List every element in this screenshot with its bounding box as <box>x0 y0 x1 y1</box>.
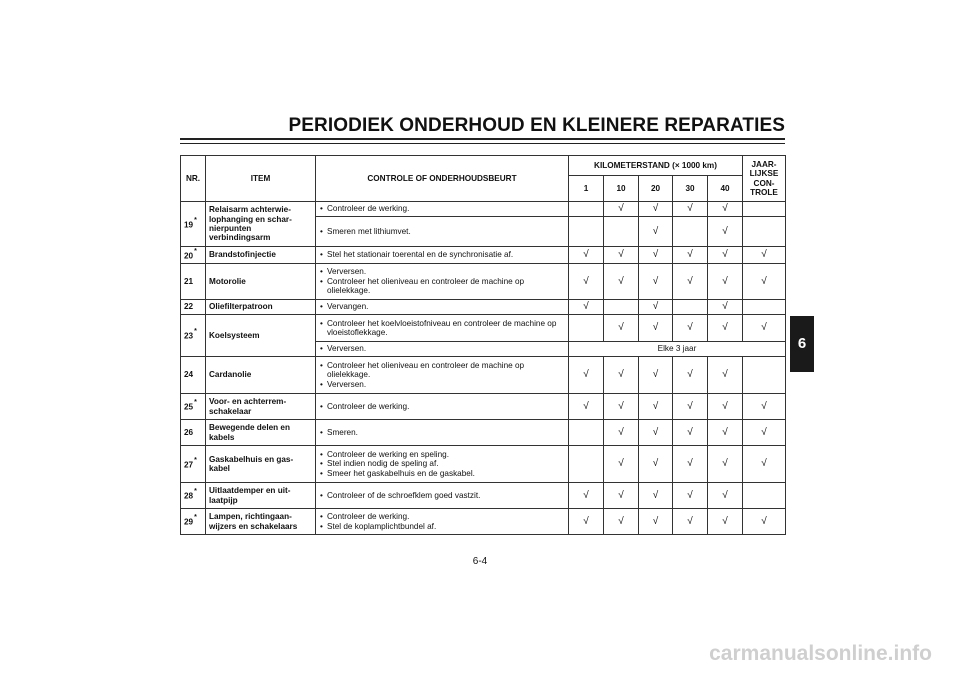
star-mark: * <box>194 247 197 255</box>
row-action: • Verversen. • Controleer het olieniveau en controleer de machine op olielekkage. <box>316 264 569 300</box>
check-cell <box>743 300 786 315</box>
check-cell: √ <box>673 420 708 446</box>
row-action: • Smeren. <box>316 420 569 446</box>
title-rule-thin <box>180 143 785 144</box>
row-number: 29* <box>181 509 206 535</box>
row-action: • Controleer de werking. <box>316 202 569 217</box>
check-cell <box>569 446 604 483</box>
table-row <box>181 264 786 300</box>
check-cell: √ <box>569 394 604 420</box>
title-rule <box>180 138 785 140</box>
maintenance-table <box>180 155 786 535</box>
check-cell: √ <box>743 509 786 535</box>
check-cell: √ <box>673 394 708 420</box>
check-cell: √ <box>604 394 639 420</box>
check-cell: √ <box>673 315 708 342</box>
check-cell: √ <box>708 202 743 217</box>
check-cell <box>569 202 604 217</box>
check-cell <box>743 357 786 394</box>
star-mark: * <box>194 328 197 336</box>
check-cell <box>569 315 604 342</box>
check-cell <box>743 483 786 509</box>
check-cell: √ <box>743 420 786 446</box>
row-item: Relaisarm achterwie-lophanging en schar-nierpunten verbindingsarm <box>206 202 316 247</box>
row-number: 23* <box>181 315 206 357</box>
check-cell: √ <box>569 247 604 264</box>
star-mark: * <box>194 216 197 224</box>
check-cell: √ <box>639 483 673 509</box>
row-item: Lampen, richtingaan-wijzers en schakelaars <box>206 509 316 535</box>
row-number: 21 <box>181 264 206 300</box>
check-cell: √ <box>604 247 639 264</box>
check-cell: √ <box>639 509 673 535</box>
star-mark: * <box>194 488 197 496</box>
check-cell: √ <box>708 420 743 446</box>
row-item: Koelsysteem <box>206 315 316 357</box>
check-cell: √ <box>673 483 708 509</box>
check-cell: √ <box>708 315 743 342</box>
row-item: Uitlaatdemper en uit-laatpijp <box>206 483 316 509</box>
table-row <box>181 509 786 535</box>
row-number: 24 <box>181 357 206 394</box>
check-cell: √ <box>604 357 639 394</box>
table-row <box>181 247 786 264</box>
check-cell: √ <box>604 202 639 217</box>
header-odometer: KILOMETERSTAND (× 1000 km) <box>569 156 743 176</box>
check-cell: √ <box>673 202 708 217</box>
header-km: 20 <box>639 176 673 202</box>
check-cell: √ <box>639 247 673 264</box>
check-cell: √ <box>708 483 743 509</box>
row-item: Motorolie <box>206 264 316 300</box>
row-item: Brandstofinjectie <box>206 247 316 264</box>
check-cell: √ <box>569 509 604 535</box>
star-mark: * <box>194 514 197 522</box>
table-row <box>181 315 786 342</box>
check-cell: √ <box>743 264 786 300</box>
check-cell: √ <box>743 394 786 420</box>
check-cell: √ <box>569 357 604 394</box>
header-nr: NR. <box>181 156 206 202</box>
check-cell: √ <box>708 264 743 300</box>
check-cell: √ <box>604 446 639 483</box>
row-action: • Smeren met lithiumvet. <box>316 217 569 247</box>
check-cell: √ <box>639 202 673 217</box>
row-item: Cardanolie <box>206 357 316 394</box>
header-action: CONTROLE OF ONDERHOUDSBEURT <box>316 156 569 202</box>
row-action: • Controleer de werking. <box>316 394 569 420</box>
check-cell: √ <box>569 483 604 509</box>
check-cell: √ <box>639 217 673 247</box>
check-cell: √ <box>639 300 673 315</box>
check-cell: √ <box>569 300 604 315</box>
check-cell: √ <box>604 264 639 300</box>
star-mark: * <box>194 456 197 464</box>
check-cell: √ <box>743 247 786 264</box>
check-cell: √ <box>639 264 673 300</box>
row-action: • Vervangen. <box>316 300 569 315</box>
check-cell <box>569 420 604 446</box>
page-number: 6-4 <box>472 556 488 567</box>
check-cell: √ <box>604 315 639 342</box>
row-number: 27* <box>181 446 206 483</box>
check-cell: √ <box>673 357 708 394</box>
check-cell: √ <box>639 394 673 420</box>
row-item: Oliefilterpatroon <box>206 300 316 315</box>
check-cell <box>743 202 786 217</box>
check-cell: √ <box>604 509 639 535</box>
check-cell <box>569 217 604 247</box>
header-km: 30 <box>673 176 708 202</box>
check-cell: √ <box>708 509 743 535</box>
check-cell <box>604 300 639 315</box>
header-annual: JAAR-LIJKSE CON-TROLE <box>743 156 786 202</box>
header-km: 40 <box>708 176 743 202</box>
watermark: carmanualsonline.info <box>709 642 932 665</box>
check-cell: √ <box>604 420 639 446</box>
row-number: 26 <box>181 420 206 446</box>
check-cell: √ <box>743 315 786 342</box>
row-item: Gaskabelhuis en gas-kabel <box>206 446 316 483</box>
star-mark: * <box>194 399 197 407</box>
table-row <box>181 420 786 446</box>
check-cell: √ <box>569 264 604 300</box>
row-action: • Controleer of de schroefklem goed vastzit. <box>316 483 569 509</box>
check-cell: √ <box>639 420 673 446</box>
header-km: 1 <box>569 176 604 202</box>
check-cell: √ <box>708 394 743 420</box>
table-row <box>181 202 786 217</box>
header-item: ITEM <box>206 156 316 202</box>
table-row <box>181 357 786 394</box>
table-row <box>181 300 786 315</box>
row-number: 19* <box>181 202 206 247</box>
row-action: • Controleer het koelvloeistofniveau en controleer de machine op vloeistoflekkage. <box>316 315 569 342</box>
row-action: • Verversen. <box>316 342 569 357</box>
header-km: 10 <box>604 176 639 202</box>
interval-note: Elke 3 jaar <box>569 342 786 357</box>
row-number: 20* <box>181 247 206 264</box>
check-cell: √ <box>708 357 743 394</box>
check-cell: √ <box>673 247 708 264</box>
row-action: • Controleer de werking en speling. • Stel indien nodig de speling af. • Smeer het gaskabelhuis en de gaskabel. <box>316 446 569 483</box>
check-cell: √ <box>708 217 743 247</box>
check-cell: √ <box>639 315 673 342</box>
row-number: 25* <box>181 394 206 420</box>
check-cell: √ <box>639 357 673 394</box>
row-action: • Stel het stationair toerental en de synchronisatie af. <box>316 247 569 264</box>
row-action: • Controleer het olieniveau en controleer de machine op olielekkage. • Verversen. <box>316 357 569 394</box>
check-cell <box>743 217 786 247</box>
check-cell <box>673 300 708 315</box>
table-row <box>181 394 786 420</box>
page-title: PERIODIEK ONDERHOUD EN KLEINERE REPARATIES <box>288 115 785 136</box>
table-row <box>181 483 786 509</box>
check-cell: √ <box>673 446 708 483</box>
check-cell <box>604 217 639 247</box>
check-cell: √ <box>708 446 743 483</box>
check-cell: √ <box>708 300 743 315</box>
chapter-tab: 6 <box>790 316 814 372</box>
check-cell: √ <box>673 509 708 535</box>
row-number: 28* <box>181 483 206 509</box>
row-item: Voor- en achterrem-schakelaar <box>206 394 316 420</box>
check-cell: √ <box>673 264 708 300</box>
check-cell: √ <box>639 446 673 483</box>
check-cell <box>673 217 708 247</box>
row-action: • Controleer de werking. • Stel de koplamplichtbundel af. <box>316 509 569 535</box>
row-number: 22 <box>181 300 206 315</box>
check-cell: √ <box>708 247 743 264</box>
check-cell: √ <box>604 483 639 509</box>
row-item: Bewegende delen en kabels <box>206 420 316 446</box>
check-cell: √ <box>743 446 786 483</box>
table-row <box>181 446 786 483</box>
